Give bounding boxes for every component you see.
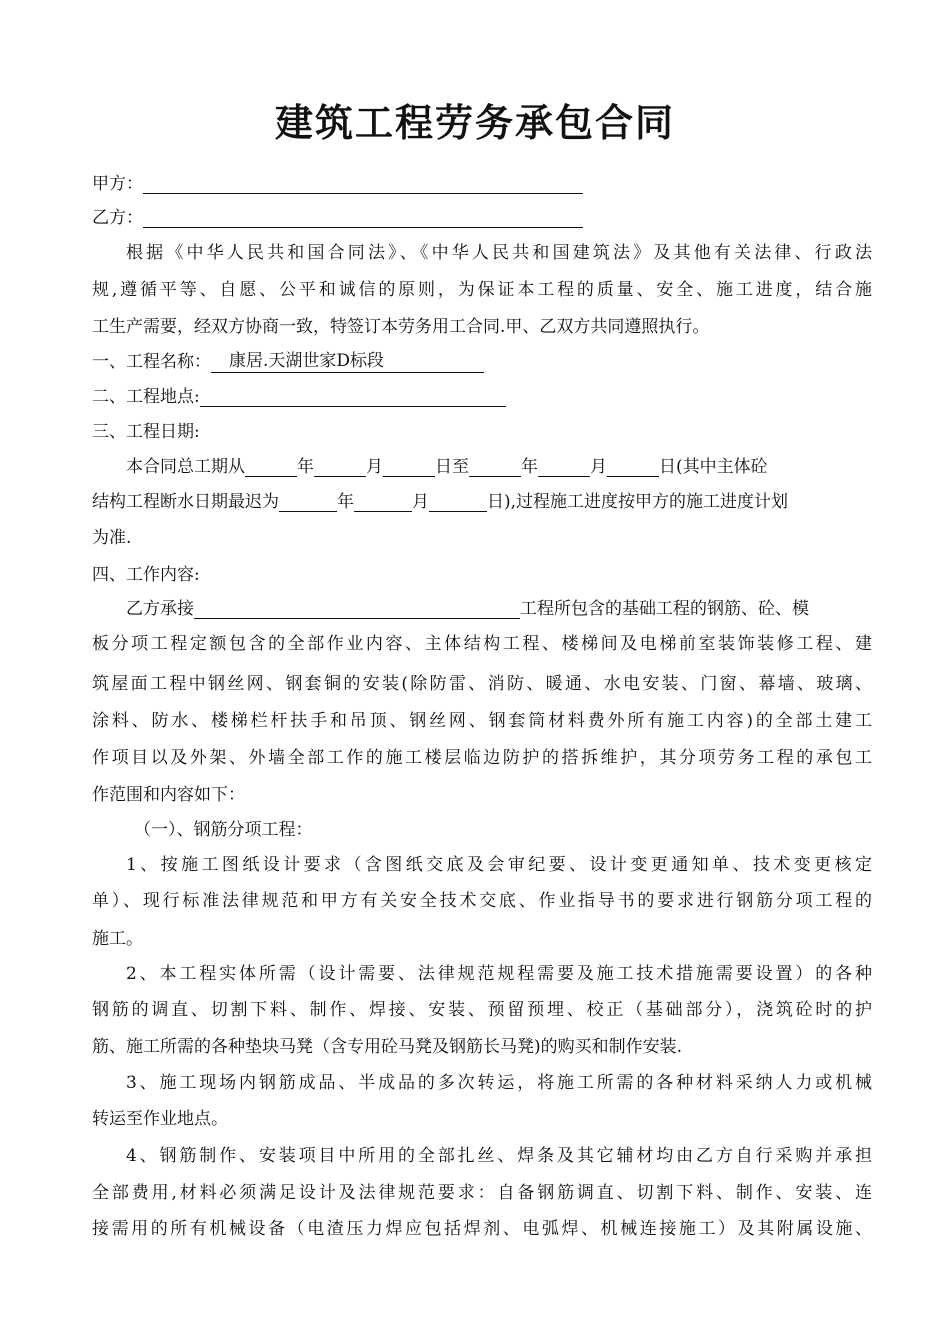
item-1-line: 单）、现行标准法律规范和甲方有关安全技术交底、作业指导书的要求进行钢筋分项工程的 <box>92 891 872 911</box>
work-line: 筑屋面工程中钢丝网、钢套铜的安装(除防雷、消防、暖通、水电安装、门窗、幕墙、玻璃、 <box>92 674 872 694</box>
item-1-line: 1、按施工图纸设计要求（含图纸交底及会审纪要、设计变更通知单、技术变更核定 <box>126 855 872 875</box>
item-2-line: 2、本工程实体所需（设计需要、法律规范规程需要及施工技术措施需要设置）的各种 <box>126 964 872 984</box>
date-blank <box>538 455 590 477</box>
date-line-1 <box>126 455 872 479</box>
item-4-line: 全部费用,材料必须满足设计及法律规范要求：自备钢筋调直、切割下料、制作、安装、连 <box>92 1183 872 1203</box>
date-blank <box>354 490 412 512</box>
project-site-label: 二、工程地点: <box>92 387 200 407</box>
work-content-heading: 四、工作内容: <box>92 565 200 585</box>
work-line: 作范围和内容如下： <box>92 785 245 805</box>
work-intro-suffix: 工程所包含的基础工程的钢筋、砼、模 <box>520 599 809 619</box>
work-intro-prefix: 乙方承接 <box>126 599 194 619</box>
item-3-line: 转运至作业地点。 <box>92 1109 228 1129</box>
date-blank <box>314 455 366 477</box>
date-month: 月 <box>366 457 383 477</box>
date-prefix: 本合同总工期从 <box>126 457 245 477</box>
date-blank <box>383 455 435 477</box>
project-name-value: 康居.天湖世家D标段 <box>211 350 484 373</box>
date-blank <box>279 490 337 512</box>
item-1-line: 施工。 <box>92 929 143 949</box>
date-blank <box>469 455 521 477</box>
project-site-blank <box>200 385 506 407</box>
item-3-line: 3、施工现场内钢筋成品、半成品的多次转运，将施工所需的各种材料采纳人力或机械 <box>126 1073 872 1093</box>
date-year: 年 <box>297 457 314 477</box>
date-blank <box>245 455 297 477</box>
party-a-blank <box>143 172 583 194</box>
party-a-label: 甲方： <box>92 174 143 194</box>
item-2-line: 筋、施工所需的各种垫块马凳（含专用砼马凳及钢筋长马凳)的购买和制作安装. <box>92 1037 683 1057</box>
preamble-line: 规,遵循平等、自愿、公平和诚信的原则，为保证本工程的质量、安全、施工进度，结合施 <box>92 280 872 300</box>
date-suffix: 日),过程施工进度按甲方的施工进度计划 <box>487 492 789 512</box>
date-month: 月 <box>590 457 607 477</box>
work-contractor-blank <box>194 597 520 619</box>
preamble-line: 工生产需要，经双方协商一致，特签订本劳务用工合同.甲、乙双方共同遵照执行。 <box>92 317 710 337</box>
date-line-2 <box>92 490 872 514</box>
date-blank <box>607 455 659 477</box>
date-line-3: 为准. <box>92 528 132 548</box>
work-intro-line <box>126 597 872 621</box>
project-date-heading: 三、工程日期: <box>92 422 200 442</box>
date-prefix: 结构工程断水日期最迟为 <box>92 492 279 512</box>
work-line: 板分项工程定额包含的全部作业内容、主体结构工程、楼梯间及电梯前室装饰装修工程、建 <box>92 634 872 654</box>
item-4-line: 接需用的所有机械设备（电渣压力焊应包括焊剂、电弧焊、机械连接施工）及其附属设施、 <box>92 1219 872 1239</box>
date-year: 年 <box>337 492 354 512</box>
project-name-line <box>92 350 872 374</box>
date-day-to: 日至 <box>435 457 469 477</box>
rebar-section-heading: （一）、钢筋分项工程： <box>134 820 313 840</box>
party-b-blank <box>143 206 583 228</box>
date-year: 年 <box>521 457 538 477</box>
project-name-label: 一、工程名称： <box>92 352 211 372</box>
work-line: 涂料、防水、楼梯栏杆扶手和吊顶、钢丝网、钢套筒材料费外所有施工内容)的全部土建工 <box>92 711 872 731</box>
party-b-label: 乙方： <box>92 208 143 228</box>
item-2-line: 钢筋的调直、切割下料、制作、焊接、安装、预留预埋、校正（基础部分），浇筑砼时的护 <box>92 1000 872 1020</box>
work-line: 作项目以及外架、外墙全部工作的施工楼层临边防护的搭拆维护，其分项劳务工程的承包工 <box>92 748 872 768</box>
party-a-line <box>92 172 872 196</box>
party-b-line <box>92 206 872 230</box>
project-site-line <box>92 385 872 409</box>
item-4-line: 4、钢筋制作、安装项目中所用的全部扎丝、焊条及其它辅材均由乙方自行采购并承担 <box>126 1146 872 1166</box>
preamble-line: 根据《中华人民共和国合同法》、《中华人民共和国建筑法》及其他有关法律、行政法 <box>126 243 872 263</box>
document-title: 建筑工程劳务承包合同 <box>274 100 675 145</box>
date-month: 月 <box>412 492 429 512</box>
date-day-paren: 日(其中主体砼 <box>659 457 768 477</box>
date-blank <box>429 490 487 512</box>
